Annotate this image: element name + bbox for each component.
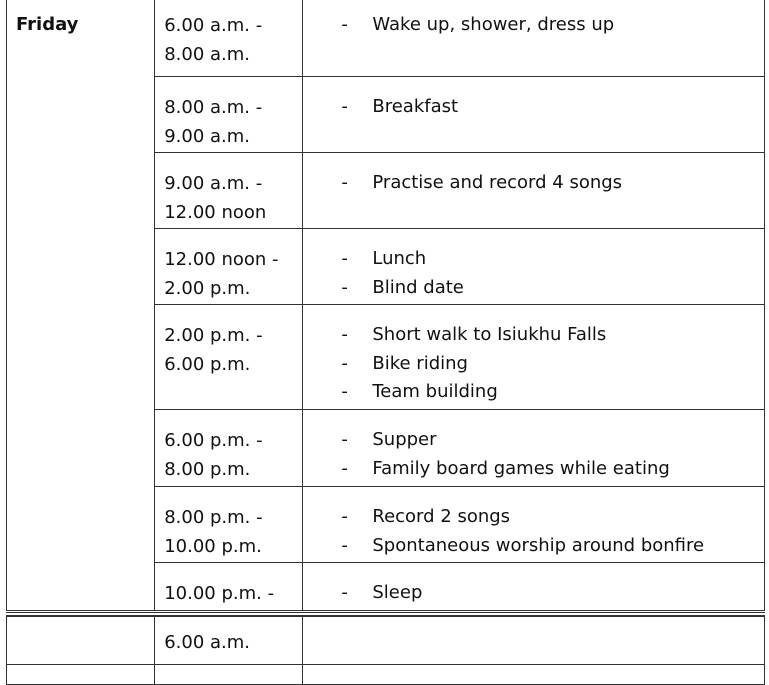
activity-cell-empty — [303, 616, 765, 665]
time-start: 6.00 a.m. - — [164, 15, 263, 36]
activity-cell — [303, 410, 765, 487]
activity-cell — [303, 153, 765, 229]
activity-item: - Wake up, shower, dress up — [341, 14, 615, 35]
activity-cell — [303, 563, 765, 611]
time-start: 9.00 a.m. - — [164, 173, 263, 194]
time-end: 6.00 p.m. — [164, 354, 251, 375]
time-start: 12.00 noon - — [164, 249, 279, 270]
activity-item: - Sleep — [341, 582, 423, 603]
activity-item: - Family board games while eating — [341, 457, 670, 479]
time-cell — [155, 0, 303, 77]
activity-cell — [303, 77, 765, 153]
time-cell — [155, 616, 303, 665]
day-label: Friday — [7, 0, 155, 611]
activity-cell — [303, 487, 765, 563]
activity-item: - Bike riding — [341, 352, 468, 374]
time-start: 6.00 p.m. - — [164, 430, 263, 451]
time-end: 12.00 noon — [164, 202, 267, 223]
time-end: 9.00 a.m. — [164, 126, 250, 147]
activity-item: - Practise and record 4 songs — [341, 172, 623, 193]
schedule-table-friday — [6, 0, 765, 611]
time-cell — [155, 305, 303, 410]
time-start: 6.00 a.m. — [164, 632, 250, 653]
time-cell — [155, 229, 303, 305]
activity-cell — [303, 0, 765, 77]
time-end: 10.00 p.m. — [164, 536, 262, 557]
time-cell — [155, 153, 303, 229]
activity-cell — [303, 229, 765, 305]
activity-item: - Supper — [341, 429, 437, 450]
time-end: 8.00 a.m. — [164, 44, 250, 65]
activity-item: - Lunch — [341, 248, 427, 269]
day-cell-empty — [7, 616, 155, 665]
time-cell — [155, 487, 303, 563]
time-cell — [155, 410, 303, 487]
activity-cell — [303, 305, 765, 410]
time-start: 10.00 p.m. - — [164, 583, 275, 604]
time-end: 2.00 p.m. — [164, 278, 251, 299]
table-row — [7, 616, 765, 665]
time-start: 8.00 a.m. - — [164, 97, 263, 118]
activity-item: - Blind date — [341, 276, 464, 298]
activity-item: - Spontaneous worship around bonfire — [341, 534, 705, 556]
activity-item: - Team building — [341, 381, 498, 402]
table-row — [7, 665, 765, 685]
schedule-table-next-day — [6, 615, 765, 685]
time-start: 2.00 p.m. - — [164, 325, 263, 346]
activity-item: - Short walk to Isiukhu Falls — [341, 324, 607, 345]
time-cell — [155, 563, 303, 611]
activity-item: - Breakfast — [341, 96, 459, 117]
time-cell — [155, 77, 303, 153]
time-start: 8.00 p.m. - — [164, 507, 263, 528]
table-row — [7, 0, 765, 77]
time-end: 8.00 p.m. — [164, 459, 251, 480]
activity-item: - Record 2 songs — [341, 506, 511, 527]
